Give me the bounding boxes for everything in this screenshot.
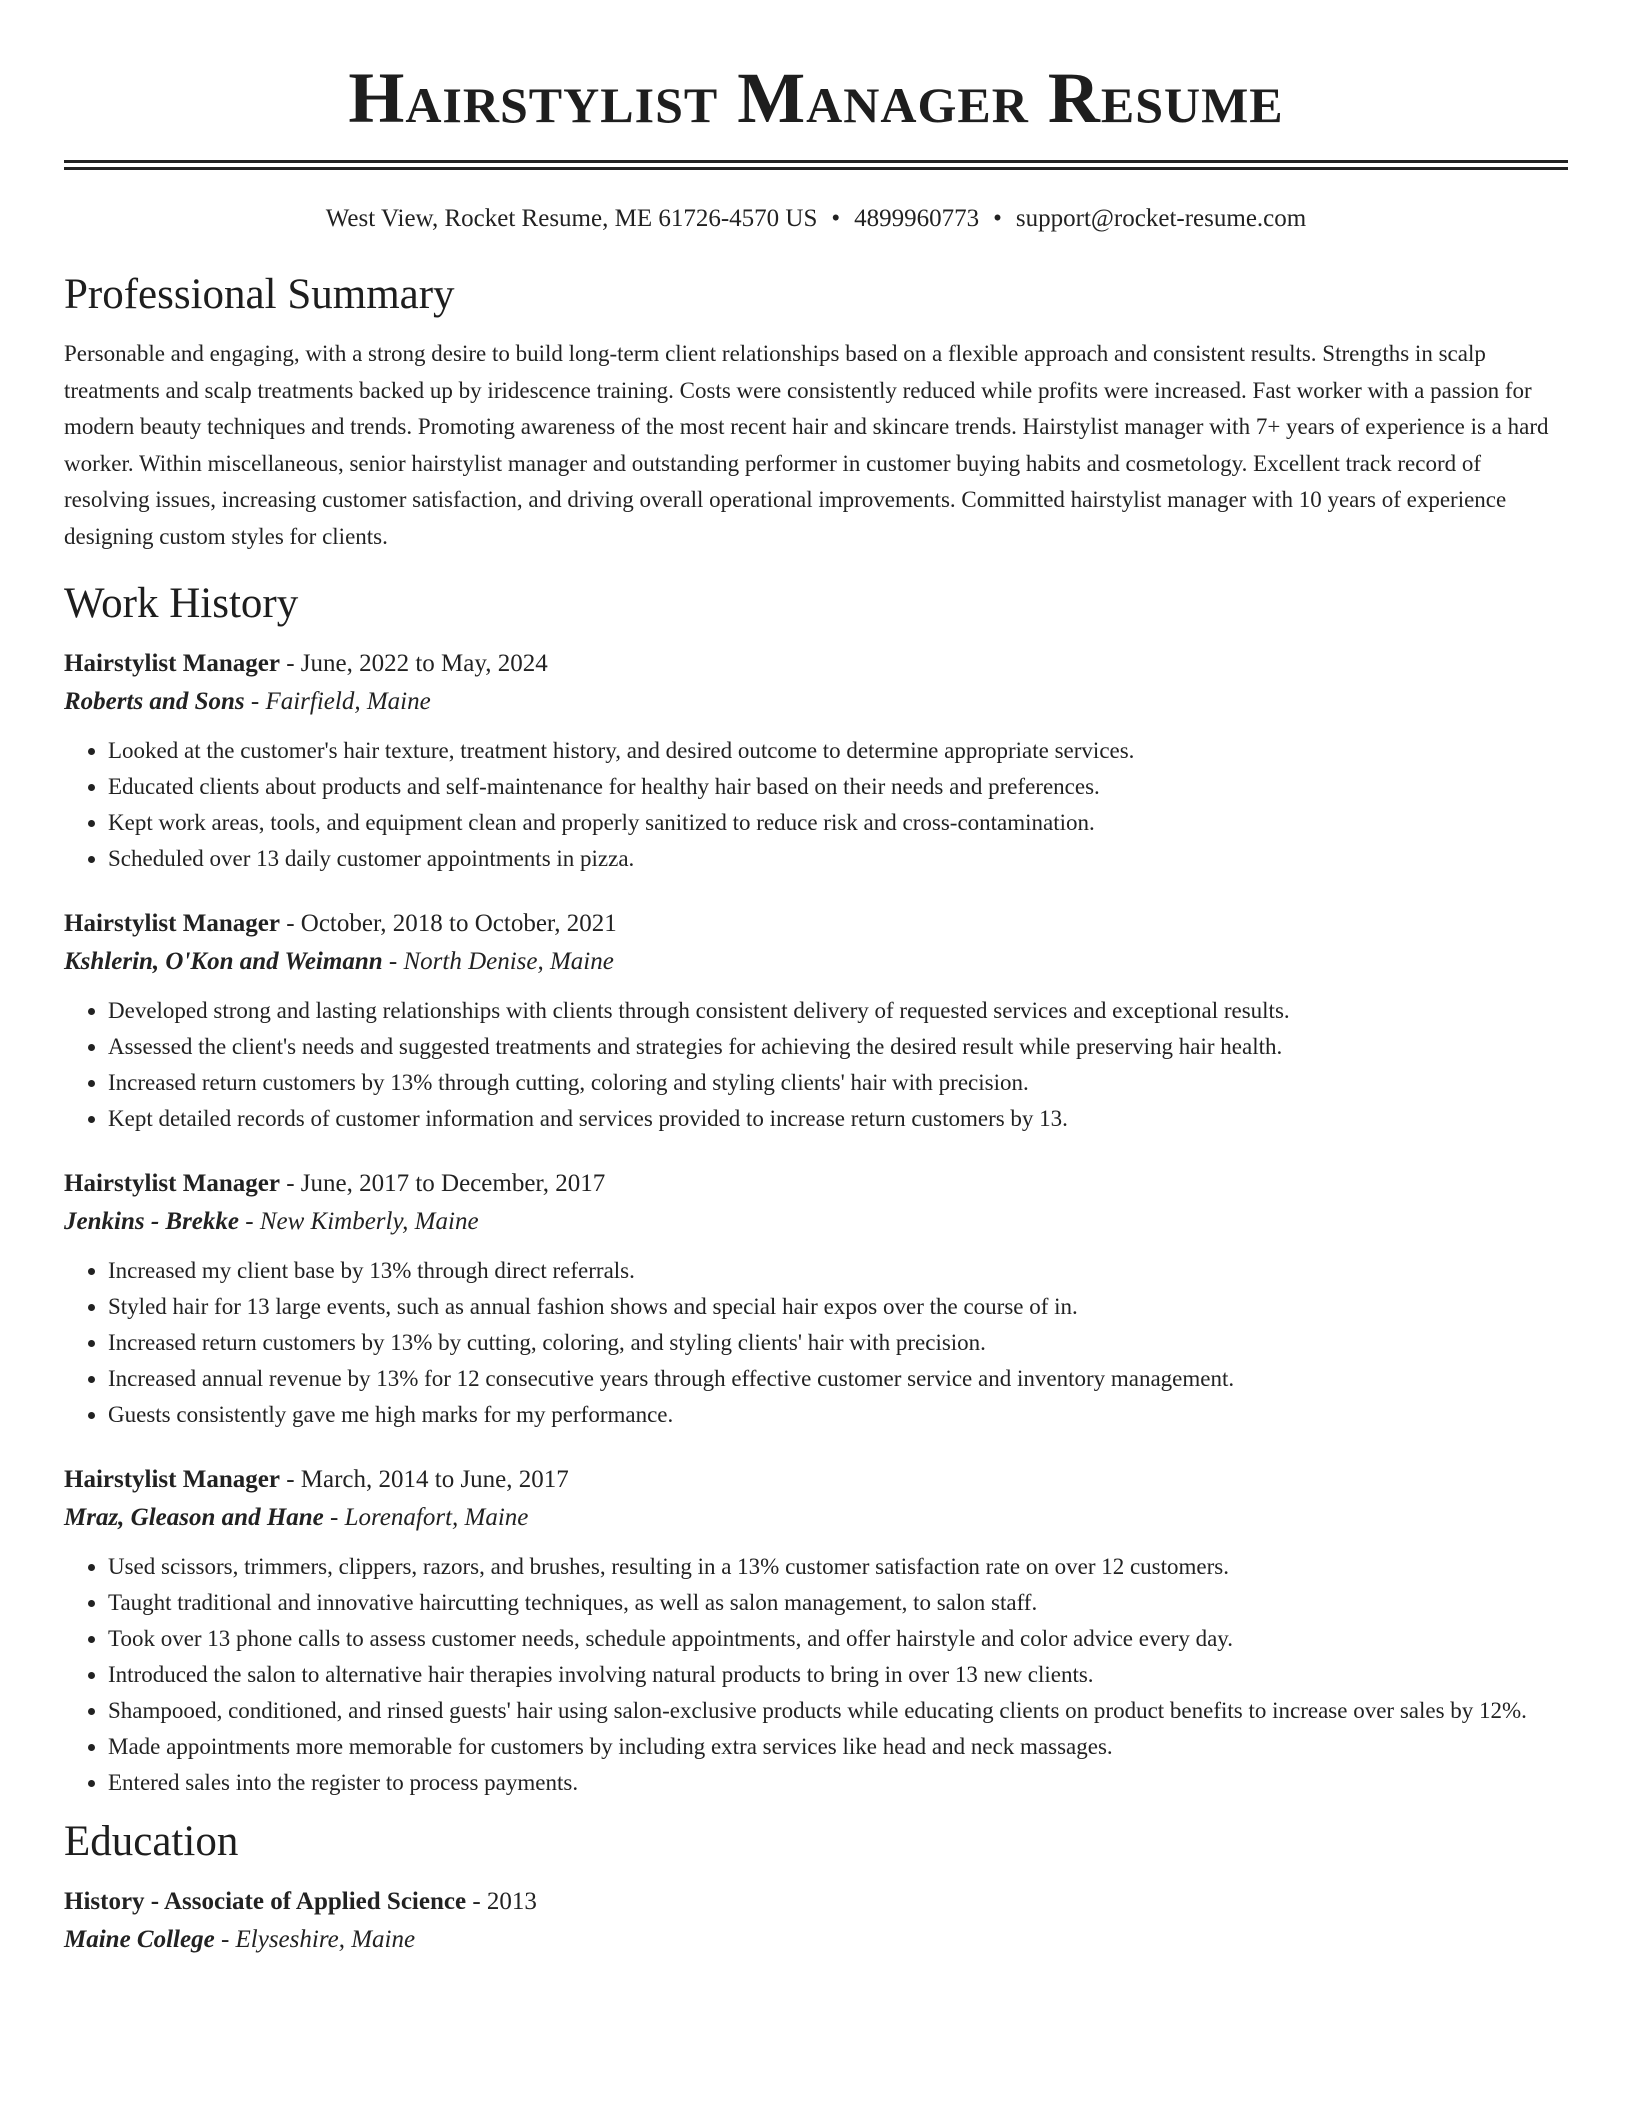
education-entry bbox=[64, 1883, 1568, 1959]
summary-heading: Professional Summary bbox=[64, 271, 455, 318]
education-institution bbox=[64, 1921, 1568, 1959]
list-item: • Increased return customers by 13% through cutting, coloring and styling clients' hair with precision. bbox=[108, 1065, 1568, 1101]
job-bullets bbox=[64, 1549, 1568, 1801]
list-item: • Increased my client base by 13% through direct referrals. bbox=[108, 1253, 1568, 1289]
job-header bbox=[64, 1461, 1568, 1499]
job-header bbox=[64, 1165, 1568, 1203]
list-item: • Educated clients about products and self-maintenance for healthy hair based on their needs and preferences. bbox=[108, 769, 1568, 805]
list-item: • Introduced the salon to alternative hair therapies involving natural products to bring in over 13 new clients. bbox=[108, 1657, 1568, 1693]
contact-separator: • bbox=[993, 205, 1002, 232]
job-company: Kshlerin, O'Kon and Weimann bbox=[64, 948, 383, 975]
list-item: • Took over 13 phone calls to assess customer needs, schedule appointments, and offer hairstyle and color advice every day. bbox=[108, 1621, 1568, 1657]
contact-email: support@rocket-resume.com bbox=[1015, 205, 1307, 232]
summary-text: Personable and engaging, with a strong desire to build long-term client relationships based on a flexible approach and consistent results. Strengths in scalp treatments and scalp treatments backed up by iridescence training. Costs were consistently reduced while profits were increased. Fast worker with a passion for modern beauty techniques and trends. Promoting awareness of the most recent hair and skincare trends. Hairstylist manager with 7+ years of experience is a hard worker. Within miscellaneous, senior hairstylist manager and outstanding performer in customer buying habits and cosmetology. Excellent track record of resolving issues, increasing customer satisfaction, and driving overall operational improvements. Committed hairstylist manager with 10 years of experience designing custom styles for clients. bbox=[64, 341, 1549, 549]
list-item: • Kept detailed records of customer information and services provided to increase return customers by 13. bbox=[108, 1101, 1568, 1137]
contact-address: West View, Rocket Resume, ME 61726-4570 US bbox=[325, 205, 818, 232]
list-item: • Increased return customers by 13% by cutting, coloring, and styling clients' hair with precision. bbox=[108, 1325, 1568, 1361]
job-company: Mraz, Gleason and Hane bbox=[64, 1504, 324, 1531]
list-item: • Looked at the customer's hair texture, treatment history, and desired outcome to determine appropriate services. bbox=[108, 733, 1568, 769]
job-employer bbox=[64, 1499, 1568, 1537]
list-item: • Increased annual revenue by 13% for 12 consecutive years through effective customer service and inventory management. bbox=[108, 1361, 1568, 1397]
job-employer bbox=[64, 1203, 1568, 1241]
job-role: Hairstylist Manager bbox=[64, 650, 280, 677]
list-item: • Made appointments more memorable for customers by including extra services like head and neck massages. bbox=[108, 1729, 1568, 1765]
work-history-heading: Work History bbox=[64, 580, 299, 627]
job-dates: - March, 2014 to June, 2017 bbox=[279, 1466, 569, 1493]
list-item: • Developed strong and lasting relationships with clients through consistent delivery of requested services and exceptional results. bbox=[108, 993, 1568, 1029]
list-item: • Used scissors, trimmers, clippers, razors, and brushes, resulting in a 13% customer satisfaction rate on over 12 customers. bbox=[108, 1549, 1568, 1585]
job-bullets bbox=[64, 993, 1568, 1137]
list-item: • Entered sales into the register to process payments. bbox=[108, 1765, 1568, 1801]
job-role: Hairstylist Manager bbox=[64, 1170, 280, 1197]
job-entry bbox=[64, 1165, 1568, 1433]
job-dates: - June, 2022 to May, 2024 bbox=[279, 650, 548, 677]
job-bullets bbox=[64, 1253, 1568, 1433]
education-year: - 2013 bbox=[466, 1888, 537, 1915]
list-item: • Taught traditional and innovative haircutting techniques, as well as salon management, to salon staff. bbox=[108, 1585, 1568, 1621]
job-company: Roberts and Sons bbox=[64, 688, 245, 715]
job-entry bbox=[64, 905, 1568, 1137]
job-dates: - June, 2017 to December, 2017 bbox=[279, 1170, 606, 1197]
job-role: Hairstylist Manager bbox=[64, 910, 280, 937]
list-item: • Shampooed, conditioned, and rinsed guests' hair using salon-exclusive products while educating clients on product benefits to increase over sales by 12%. bbox=[108, 1693, 1568, 1729]
job-entry bbox=[64, 645, 1568, 877]
job-header bbox=[64, 645, 1568, 683]
job-entry bbox=[64, 1461, 1568, 1801]
job-employer bbox=[64, 943, 1568, 981]
job-header bbox=[64, 905, 1568, 943]
education-header bbox=[64, 1883, 1568, 1921]
job-bullets bbox=[64, 733, 1568, 877]
list-item: • Scheduled over 13 daily customer appointments in pizza. bbox=[108, 841, 1568, 877]
job-location: - North Denise, Maine bbox=[382, 948, 614, 975]
job-location: - New Kimberly, Maine bbox=[239, 1208, 479, 1235]
job-employer bbox=[64, 683, 1568, 721]
education-school: Maine College bbox=[64, 1926, 215, 1953]
list-item: • Assessed the client's needs and suggested treatments and strategies for achieving the desired result while preserving hair health. bbox=[108, 1029, 1568, 1065]
education-location: - Elyseshire, Maine bbox=[214, 1926, 416, 1953]
job-dates: - October, 2018 to October, 2021 bbox=[279, 910, 617, 937]
education-degree: History - Associate of Applied Science bbox=[64, 1888, 467, 1915]
page-title: Hairstylist Manager Resume bbox=[348, 58, 1284, 138]
job-role: Hairstylist Manager bbox=[64, 1466, 280, 1493]
list-item: • Guests consistently gave me high marks for my performance. bbox=[108, 1397, 1568, 1433]
list-item: • Styled hair for 13 large events, such as annual fashion shows and special hair expos over the course of in. bbox=[108, 1289, 1568, 1325]
job-company: Jenkins - Brekke bbox=[64, 1208, 239, 1235]
title-divider bbox=[64, 160, 1568, 170]
job-location: - Fairfield, Maine bbox=[244, 688, 431, 715]
contact-phone: 4899960773 bbox=[854, 205, 980, 232]
education-heading: Education bbox=[64, 1818, 239, 1865]
contact-line bbox=[64, 202, 1568, 236]
job-location: - Lorenafort, Maine bbox=[323, 1504, 529, 1531]
contact-separator: • bbox=[831, 205, 841, 232]
list-item: • Kept work areas, tools, and equipment clean and properly sanitized to reduce risk and cross-contamination. bbox=[108, 805, 1568, 841]
